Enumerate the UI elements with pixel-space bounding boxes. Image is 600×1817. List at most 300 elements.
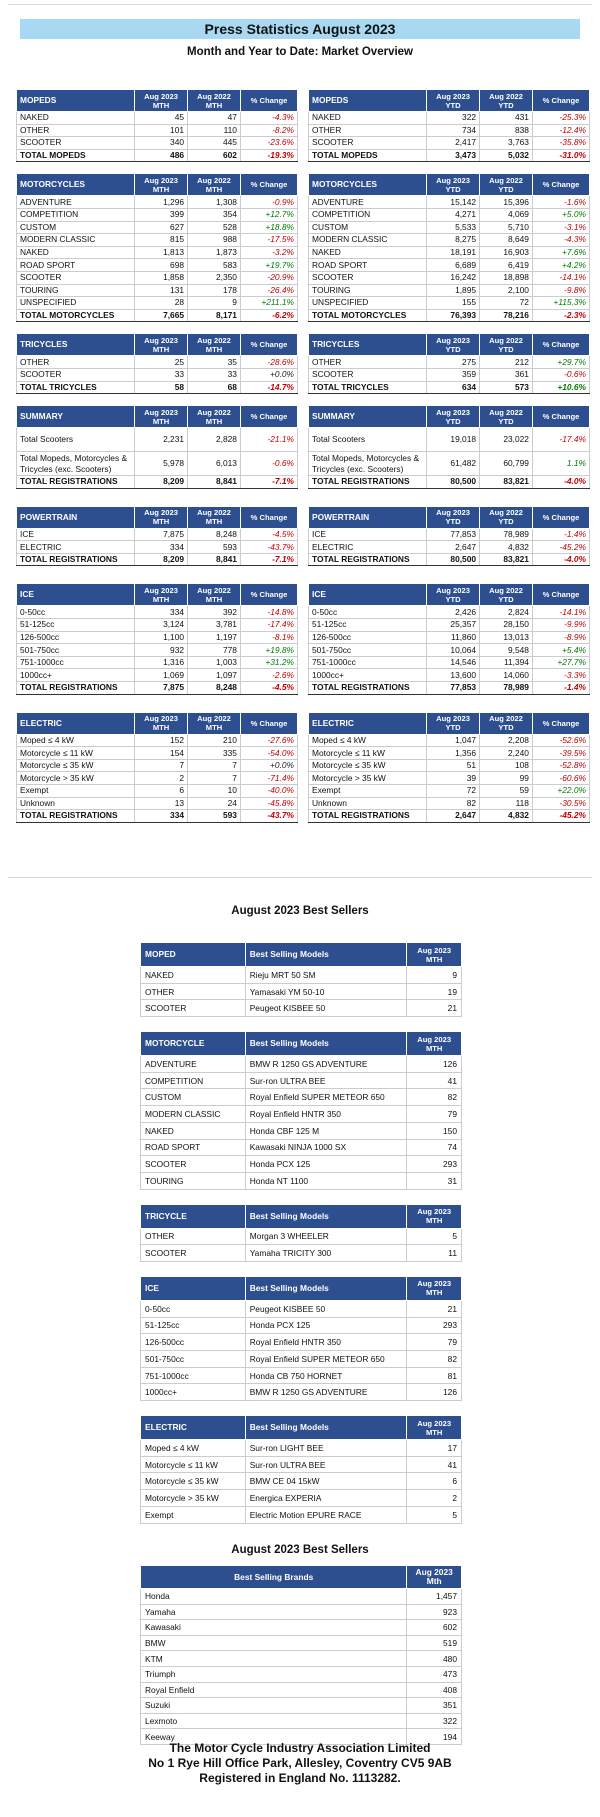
row-label: NAKED [17,112,135,125]
total-value: 77,853 [427,682,480,695]
units-value: 74 [407,1139,462,1156]
brand-name: BMW [141,1635,407,1651]
row-change: -9.9% [532,619,589,632]
table-row [309,246,590,259]
units-value: 17 [407,1440,462,1457]
row-label: OTHER [17,124,135,137]
row-value: 6 [135,785,188,798]
column-header: Aug 2022 MTH [188,506,241,528]
row-value: 6,689 [427,259,480,272]
table-row [17,669,298,682]
row-label: 1000cc+ [17,669,135,682]
table-title: TRICYCLES [309,334,427,356]
row-value: 815 [135,234,188,247]
total-value: 3,473 [427,149,480,162]
units-value: 293 [407,1156,462,1173]
units-value: 31 [407,1172,462,1189]
table-row [141,1682,462,1698]
row-value: 18,898 [480,271,533,284]
column-header: Aug 2023 MTH [135,506,188,528]
row-value: 2,231 [135,428,188,452]
row-change: -9.8% [532,284,589,297]
row-label: ROAD SPORT [309,259,427,272]
table-row [17,284,298,297]
table-pair [16,89,590,162]
row-value: 2,417 [427,137,480,150]
row-change: +0.0% [240,759,297,772]
table-row [309,785,590,798]
total-value: 80,500 [427,476,480,489]
table-row [17,541,298,554]
units-value: 5 [407,1506,462,1523]
table-row [309,234,590,247]
units-value: 480 [407,1651,462,1667]
row-label: TOURING [309,284,427,297]
units-value: 923 [407,1604,462,1620]
table-row [17,112,298,125]
table-row [17,785,298,798]
row-label: TOURING [17,284,135,297]
table-row [17,428,298,452]
total-label: TOTAL TRICYCLES [309,381,427,394]
total-row [17,309,298,322]
column-header: Aug 2022 YTD [480,90,533,112]
category-label: Motorcycle > 35 kW [141,1490,246,1507]
row-change: -52.8% [532,759,589,772]
page-subtitle: Month and Year to Date: Market Overview [186,46,414,58]
row-label: ELECTRIC [309,541,427,554]
table-row [141,1089,462,1106]
total-value: 78,216 [480,309,533,322]
row-value: 28,150 [480,619,533,632]
row-change: -17.4% [532,428,589,452]
row-value: 1,316 [135,656,188,669]
brand-name: Kawasaki [141,1620,407,1636]
row-value: 627 [135,221,188,234]
table-title: MOTORCYCLE [141,1032,246,1056]
column-header: % Change [240,174,297,196]
total-row [17,476,298,489]
table-row [17,797,298,810]
row-value: 14,060 [480,669,533,682]
best-sellers-table-tricycle [140,1204,462,1262]
row-label: Motorcycle ≤ 11 kW [17,747,135,760]
row-label: COMPETITION [17,208,135,221]
category-label: OTHER [141,1228,246,1245]
total-change: -14.7% [240,381,297,394]
row-value: 14,546 [427,656,480,669]
row-value: 16,903 [480,246,533,259]
column-header: Aug 2023 MTH [407,1032,462,1056]
row-change: +22.0% [532,785,589,798]
total-label: TOTAL REGISTRATIONS [309,810,427,823]
row-value: 15,396 [480,196,533,209]
row-label: UNSPECIFIED [17,297,135,310]
row-change: -14.8% [240,606,297,619]
category-label: COMPETITION [141,1072,246,1089]
brand-name: Lexmoto [141,1713,407,1729]
table-row [141,1351,462,1368]
row-change: +5.4% [532,644,589,657]
row-label: Unknown [309,797,427,810]
row-value: 593 [188,541,241,554]
brand-name: Triumph [141,1666,407,1682]
row-change: +19.7% [240,259,297,272]
section-divider [8,877,592,878]
column-header: % Change [532,334,589,356]
column-header: Aug 2023 YTD [427,334,480,356]
row-value: 118 [480,797,533,810]
row-value: 838 [480,124,533,137]
table-row [309,284,590,297]
total-label: TOTAL REGISTRATIONS [17,553,135,566]
row-value: 45 [135,112,188,125]
table-row [17,221,298,234]
row-change: -40.0% [240,785,297,798]
row-label: OTHER [309,356,427,369]
table-row [309,631,590,644]
row-value: 1,858 [135,271,188,284]
table-row [17,656,298,669]
row-value: 19,018 [427,428,480,452]
total-change: -2.3% [532,309,589,322]
row-value: 77,853 [427,528,480,541]
brand-name: Honda [141,1589,407,1605]
category-label: SCOOTER [141,1156,246,1173]
row-change: -4.3% [240,112,297,125]
model-name: Kawasaki NINJA 1000 SX [245,1139,407,1156]
best-sellers-table-moped [140,942,462,1017]
row-label: 51-125cc [17,619,135,632]
table-title: ELECTRIC [309,712,427,734]
row-value: 1,356 [427,747,480,760]
total-value: 634 [427,381,480,394]
table-row [309,606,590,619]
row-value: 334 [135,606,188,619]
stats-table-tricycles-mth [16,333,298,394]
total-value: 2,647 [427,810,480,823]
table-row [17,259,298,272]
row-change: -17.5% [240,234,297,247]
column-header: Aug 2022 YTD [480,712,533,734]
model-name: Yamaha TRICITY 300 [245,1245,407,1262]
row-change: -39.5% [532,747,589,760]
row-label: MODERN CLASSIC [309,234,427,247]
row-value: 178 [188,284,241,297]
table-row [17,772,298,785]
column-header: Aug 2023 MTH [135,334,188,356]
units-value: 5 [407,1228,462,1245]
table-title: POWERTRAIN [309,506,427,528]
row-value: 2 [135,772,188,785]
units-value: 519 [407,1635,462,1651]
model-name: Honda CBF 125 M [245,1122,407,1139]
table-row [309,271,590,284]
row-change: -8.2% [240,124,297,137]
row-label: OTHER [17,356,135,369]
total-change: -7.1% [240,476,297,489]
row-change: -17.4% [240,619,297,632]
model-name: Morgan 3 WHEELER [245,1228,407,1245]
row-value: 1,100 [135,631,188,644]
row-label: Exempt [309,785,427,798]
model-name: Honda NT 1100 [245,1172,407,1189]
row-change: +4.2% [532,259,589,272]
table-title: MOTORCYCLES [309,174,427,196]
row-label: Total Mopeds, Motorcycles & Tricycles (exc. Scooters) [17,452,135,476]
row-change: -8.1% [240,631,297,644]
row-value: 10 [188,785,241,798]
total-change: -31.0% [532,149,589,162]
table-row [309,112,590,125]
column-header: Aug 2023 MTH [135,174,188,196]
model-name: Energica EXPERIA [245,1490,407,1507]
row-value: 1,873 [188,246,241,259]
row-label: Exempt [17,785,135,798]
row-value: 72 [427,785,480,798]
total-value: 8,171 [188,309,241,322]
row-change: -0.6% [532,368,589,381]
model-name: BMW R 1250 GS ADVENTURE [245,1384,407,1401]
table-row [309,797,590,810]
brand-name: Suzuki [141,1698,407,1714]
model-name: Royal Enfield SUPER METEOR 650 [245,1089,407,1106]
row-label: 126-500cc [17,631,135,644]
row-value: 212 [480,356,533,369]
table-row [141,1106,462,1123]
table-title: TRICYCLES [17,334,135,356]
table-pair [16,506,590,567]
total-value: 7,665 [135,309,188,322]
row-value: 11,394 [480,656,533,669]
total-value: 5,032 [480,149,533,162]
table-title: ELECTRIC [17,712,135,734]
table-row [309,656,590,669]
column-header: Aug 2022 YTD [480,506,533,528]
column-header: Aug 2022 MTH [188,174,241,196]
total-value: 58 [135,381,188,394]
category-label: 501-750cc [141,1351,246,1368]
table-row [17,208,298,221]
units-value: 82 [407,1089,462,1106]
category-label: NAKED [141,1122,246,1139]
column-header: Aug 2023 MTH [407,1204,462,1228]
row-value: 354 [188,208,241,221]
row-value: 59 [480,785,533,798]
column-header: % Change [532,174,589,196]
row-value: 3,124 [135,619,188,632]
table-row [309,124,590,137]
total-row [309,476,590,489]
total-label: TOTAL TRICYCLES [17,381,135,394]
row-value: 16,242 [427,271,480,284]
table-row [141,1473,462,1490]
row-value: 7 [188,772,241,785]
row-value: 322 [427,112,480,125]
total-change: +10.6% [532,381,589,394]
stats-table-ice-ytd [308,583,590,694]
column-header: % Change [240,506,297,528]
row-change: +18.8% [240,221,297,234]
stats-table-motorcycles-mth [16,173,298,322]
table-row [17,528,298,541]
table-row [141,1456,462,1473]
row-change: -8.9% [532,631,589,644]
table-pair [16,712,590,823]
units-value: 150 [407,1122,462,1139]
row-label: Moped ≤ 4 kW [17,734,135,747]
table-row [141,967,462,984]
table-row [141,1651,462,1667]
column-header: % Change [240,334,297,356]
total-change: -19.3% [240,149,297,162]
table-row [141,1245,462,1262]
row-change: -3.3% [532,669,589,682]
row-label: 51-125cc [309,619,427,632]
row-label: Motorcycle > 35 kW [309,772,427,785]
row-value: 39 [427,772,480,785]
total-label: TOTAL REGISTRATIONS [309,682,427,695]
column-header: Aug 2023 MTH [135,584,188,606]
model-name: Peugeot KISBEE 50 [245,1300,407,1317]
table-row [141,1228,462,1245]
row-value: 33 [188,368,241,381]
footer-company: The Motor Cycle Industry Association Limited [169,1741,431,1755]
table-row [17,631,298,644]
total-change: -4.0% [532,553,589,566]
row-label: SCOOTER [17,271,135,284]
column-header: Aug 2023 YTD [427,90,480,112]
row-change: +12.7% [240,208,297,221]
row-value: 101 [135,124,188,137]
column-header: Aug 2022 YTD [480,334,533,356]
row-change: +31.2% [240,656,297,669]
row-value: 359 [427,368,480,381]
units-value: 21 [407,1000,462,1017]
table-row [141,1139,462,1156]
row-change: -71.4% [240,772,297,785]
total-row [17,810,298,823]
row-label: Motorcycle ≤ 11 kW [309,747,427,760]
category-label: Motorcycle ≤ 11 kW [141,1456,246,1473]
row-label: SCOOTER [309,137,427,150]
total-row [309,381,590,394]
table-row [141,1384,462,1401]
model-name: Honda CB 750 HORNET [245,1367,407,1384]
total-row [309,149,590,162]
row-change: -12.4% [532,124,589,137]
total-value: 80,500 [427,553,480,566]
column-header: Aug 2023 MTH [407,1416,462,1440]
table-row [309,368,590,381]
table-row [17,368,298,381]
row-value: 10,064 [427,644,480,657]
table-row [17,452,298,476]
units-value: 19 [407,983,462,1000]
row-label: NAKED [17,246,135,259]
column-header: Aug 2023 MTH [135,406,188,428]
row-label: 0-50cc [309,606,427,619]
row-value: 210 [188,734,241,747]
row-change: -54.0% [240,747,297,760]
category-label: SCOOTER [141,1000,246,1017]
row-label: CUSTOM [309,221,427,234]
column-header: % Change [240,406,297,428]
row-value: 33 [135,368,188,381]
total-label: TOTAL REGISTRATIONS [17,476,135,489]
row-change: -60.6% [532,772,589,785]
category-label: 1000cc+ [141,1384,246,1401]
row-value: 5,533 [427,221,480,234]
row-value: 25 [135,356,188,369]
row-value: 2,426 [427,606,480,619]
table-row [17,606,298,619]
table-row [17,759,298,772]
table-title: ICE [309,584,427,606]
total-value: 83,821 [480,476,533,489]
column-header: Best Selling Brands [141,1566,407,1589]
units-value: 1,457 [407,1589,462,1605]
row-change: +7.6% [532,246,589,259]
total-value: 8,841 [188,476,241,489]
column-header: Best Selling Models [245,1032,407,1056]
column-header: Best Selling Models [245,1204,407,1228]
units-value: 602 [407,1620,462,1636]
total-value: 78,989 [480,682,533,695]
row-value: 13 [135,797,188,810]
total-value: 8,248 [188,682,241,695]
table-title: SUMMARY [309,406,427,428]
units-value: 21 [407,1300,462,1317]
stats-table-summary-mth [16,405,298,489]
category-label: ADVENTURE [141,1056,246,1073]
units-value: 2 [407,1490,462,1507]
total-row [17,149,298,162]
units-value: 41 [407,1072,462,1089]
row-change: +5.0% [532,208,589,221]
total-value: 4,832 [480,810,533,823]
footer [0,1741,600,1786]
table-title: ELECTRIC [141,1416,246,1440]
total-row [309,810,590,823]
row-change: +29.7% [532,356,589,369]
category-label: OTHER [141,983,246,1000]
table-row [309,759,590,772]
column-header: Aug 2022 MTH [188,406,241,428]
units-value: 126 [407,1384,462,1401]
stats-table-mopeds-ytd [308,89,590,162]
units-value: 11 [407,1245,462,1262]
column-header: Aug 2022 YTD [480,584,533,606]
row-value: 61,482 [427,452,480,476]
row-label: Unknown [17,797,135,810]
table-row [141,1698,462,1714]
best-brands-title: August 2023 Best Sellers [231,1544,369,1556]
column-header: Aug 2023 MTH [135,712,188,734]
table-row [17,234,298,247]
table-row [141,983,462,1000]
column-header: Best Selling Models [245,943,407,967]
category-label: 126-500cc [141,1334,246,1351]
row-change: -0.9% [240,196,297,209]
row-change: +27.7% [532,656,589,669]
column-header: % Change [532,506,589,528]
stats-table-electric-mth [16,712,298,823]
total-label: TOTAL REGISTRATIONS [309,476,427,489]
row-label: ADVENTURE [17,196,135,209]
stats-table-powertrain-mth [16,506,298,567]
row-value: 3,781 [188,619,241,632]
